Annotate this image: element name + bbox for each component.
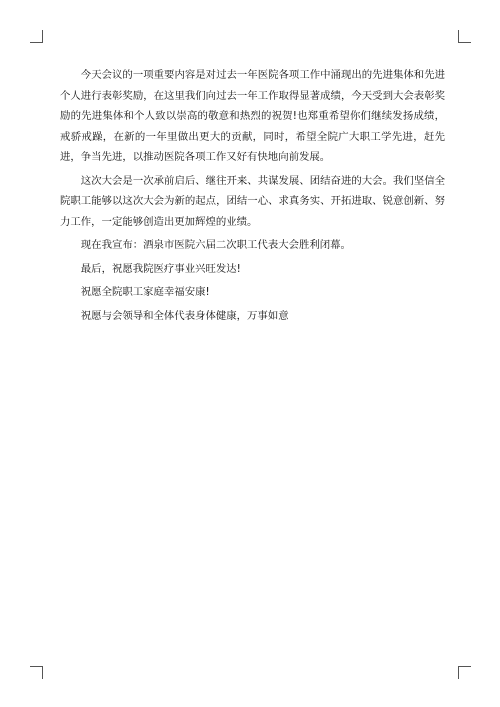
paragraph-wish-staff: 祝愿全院职工家庭幸福安康! — [80, 286, 210, 298]
paragraph-closing-announcement: 现在我宣布：酒泉市医院六届二次职工代表大会胜利闭幕。 — [80, 239, 351, 251]
paragraph-wish-leaders: 祝愿与会领导和全体代表身体健康，万事如意 — [80, 309, 289, 322]
page-corner-mark-bottom-left — [30, 666, 43, 679]
paragraph-wish-hospital: 最后，祝愿我院医疗事业兴旺发达! — [80, 262, 241, 275]
paragraph-commendation: 今天会议的一项重要内容是对过去一年医院各项工作中涌现出的先进集体和先进个人进行表彰奖励，在这里我们向过去一年工作取得显著成绩，今天受到大会表彰奖励的先进集体和个人致以崇高的敬意和热烈的祝贺!也郑重希望你们继续发扬成绩，戒骄戒躁，在新的一年里做出更大的贡献，同时，希望全院广大职工学先进，赶先进，争当先进，以推动医院各项工作又好有快地向前发展。 — [60, 69, 445, 163]
page-corner-mark-top-right — [458, 30, 471, 43]
paragraph-conference-summary: 这次大会是一次承前启后、继往开来、共谋发展、团结奋进的大会。我们坚信全院职工能够以这次大会为新的起点，团结一心、求真务实、开拓进取、锐意创新、努力工作，一定能够创造出更加辉煌的业绩。 — [60, 174, 445, 228]
page-corner-mark-bottom-right — [458, 666, 471, 679]
page-corner-mark-top-left — [30, 30, 43, 43]
document-body — [60, 65, 445, 326]
